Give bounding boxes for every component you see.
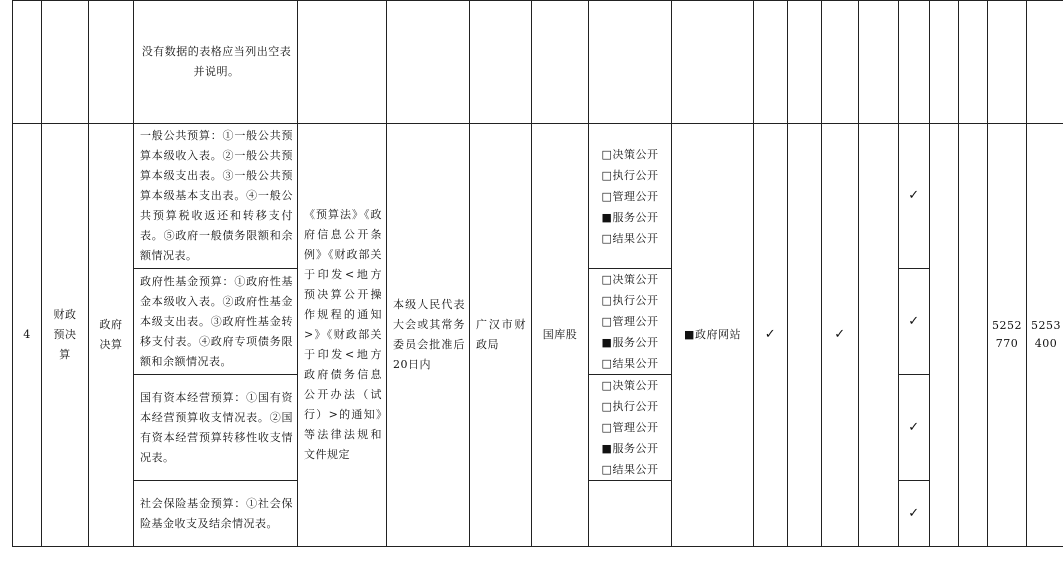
col-c-cell bbox=[822, 124, 859, 547]
col-e-cell bbox=[899, 124, 930, 269]
basis-cell-empty bbox=[298, 1, 387, 124]
option-management: □管理公开 bbox=[601, 421, 659, 434]
col-g-cell bbox=[959, 124, 988, 547]
category-cell-empty bbox=[42, 1, 89, 124]
option-execution: □执行公开 bbox=[601, 168, 659, 182]
option-management: □管理公开 bbox=[601, 315, 659, 328]
col-a-empty bbox=[754, 1, 788, 124]
table-row-top bbox=[13, 1, 1063, 124]
index-cell: 4 bbox=[13, 124, 42, 547]
checkmark-icon: ✓ bbox=[908, 313, 920, 329]
checkmark-icon: ✓ bbox=[908, 188, 920, 203]
time-limit-cell: 本级人民代表大会或其常务委员会批准后20日内 bbox=[387, 124, 470, 547]
content-cell: 社会保险基金预算：①社会保险基金收支及结余情况表。 bbox=[134, 481, 298, 547]
options-cell bbox=[589, 124, 672, 269]
option-execution: □执行公开 bbox=[601, 400, 659, 413]
option-service: ■服务公开 bbox=[601, 336, 659, 349]
option-management: □管理公开 bbox=[601, 189, 659, 203]
option-decision: □决策公开 bbox=[601, 379, 659, 392]
department-cell: 国库股 bbox=[532, 124, 589, 547]
empty-table-note: 没有数据的表格应当列出空表并说明。 bbox=[141, 45, 292, 78]
col-e-cell bbox=[899, 481, 930, 547]
channel-gov-website: ■政府网站 bbox=[684, 328, 741, 341]
col-b-empty bbox=[788, 1, 822, 124]
subject-cell: 广汉市财政局 bbox=[470, 124, 532, 547]
checkmark-icon: ✓ bbox=[908, 419, 920, 435]
phone-1-cell: 5252770 bbox=[988, 124, 1027, 547]
option-result: □结果公开 bbox=[601, 231, 659, 245]
col-e-cell bbox=[899, 269, 930, 375]
subcategory-cell: 政府决算 bbox=[89, 124, 134, 547]
content-cell: 国有资本经营预算：①国有资本经营预算收支情况表。②国有资本经营预算转移性收支情况表。 bbox=[134, 375, 298, 481]
options-cell-empty bbox=[589, 1, 672, 124]
category-cell: 财政预决算 bbox=[42, 124, 89, 547]
time-cell-empty bbox=[387, 1, 470, 124]
col-d-cell bbox=[859, 124, 899, 547]
department-cell-empty bbox=[532, 1, 589, 124]
table-row bbox=[13, 124, 1063, 269]
checkmark-icon: ✓ bbox=[764, 327, 777, 342]
col-d-empty bbox=[859, 1, 899, 124]
checkmark-icon: ✓ bbox=[834, 327, 846, 342]
option-result: □结果公开 bbox=[601, 463, 659, 476]
option-decision: □决策公开 bbox=[601, 273, 659, 286]
subject-cell-empty bbox=[470, 1, 532, 124]
col-b-cell bbox=[788, 124, 822, 547]
index-cell-empty bbox=[13, 1, 42, 124]
basis-cell: 《预算法》《政府信息公开条例》《财政部关于印发<地方预决算公开操作规程的通知>》《财政部关于印发<地方政府债务信息公开办法（试行）>的通知》等法律法规和文件规定 bbox=[298, 124, 387, 547]
col-e-empty bbox=[899, 1, 930, 124]
options-cell bbox=[589, 269, 672, 375]
channel-cell-empty bbox=[672, 1, 754, 124]
col-a-cell bbox=[754, 124, 788, 547]
note-cell bbox=[134, 1, 298, 124]
col-f-empty bbox=[930, 1, 959, 124]
col-g-empty bbox=[959, 1, 988, 124]
col-c-empty bbox=[822, 1, 859, 124]
col-i-empty bbox=[1027, 1, 1063, 124]
options-cell-empty bbox=[589, 481, 672, 547]
phone-2-cell: 5253400 bbox=[1027, 124, 1063, 547]
option-decision: □决策公开 bbox=[601, 147, 659, 161]
option-execution: □执行公开 bbox=[601, 294, 659, 307]
col-e-cell bbox=[899, 375, 930, 481]
options-cell bbox=[589, 375, 672, 481]
channel-cell bbox=[672, 124, 754, 547]
subcategory-cell-empty bbox=[89, 1, 134, 124]
col-f-cell bbox=[930, 124, 959, 547]
content-cell: 政府性基金预算：①政府性基金本级收入表。②政府性基金本级支出表。③政府性基金转移支付表。④政府专项债务限额和余额情况表。 bbox=[134, 269, 298, 375]
option-service: ■服务公开 bbox=[601, 210, 659, 224]
option-service: ■服务公开 bbox=[601, 442, 659, 455]
checkmark-icon: ✓ bbox=[908, 505, 920, 521]
content-cell: 一般公共预算：①一般公共预算本级收入表。②一般公共预算本级支出表。③一般公共预算本级基本支出表。④一般公共预算税收返还和转移支付表。⑤政府一般债务限额和余额情况表。 bbox=[134, 124, 298, 269]
option-result: □结果公开 bbox=[601, 357, 659, 370]
disclosure-table bbox=[12, 0, 1063, 547]
col-h-empty bbox=[988, 1, 1027, 124]
